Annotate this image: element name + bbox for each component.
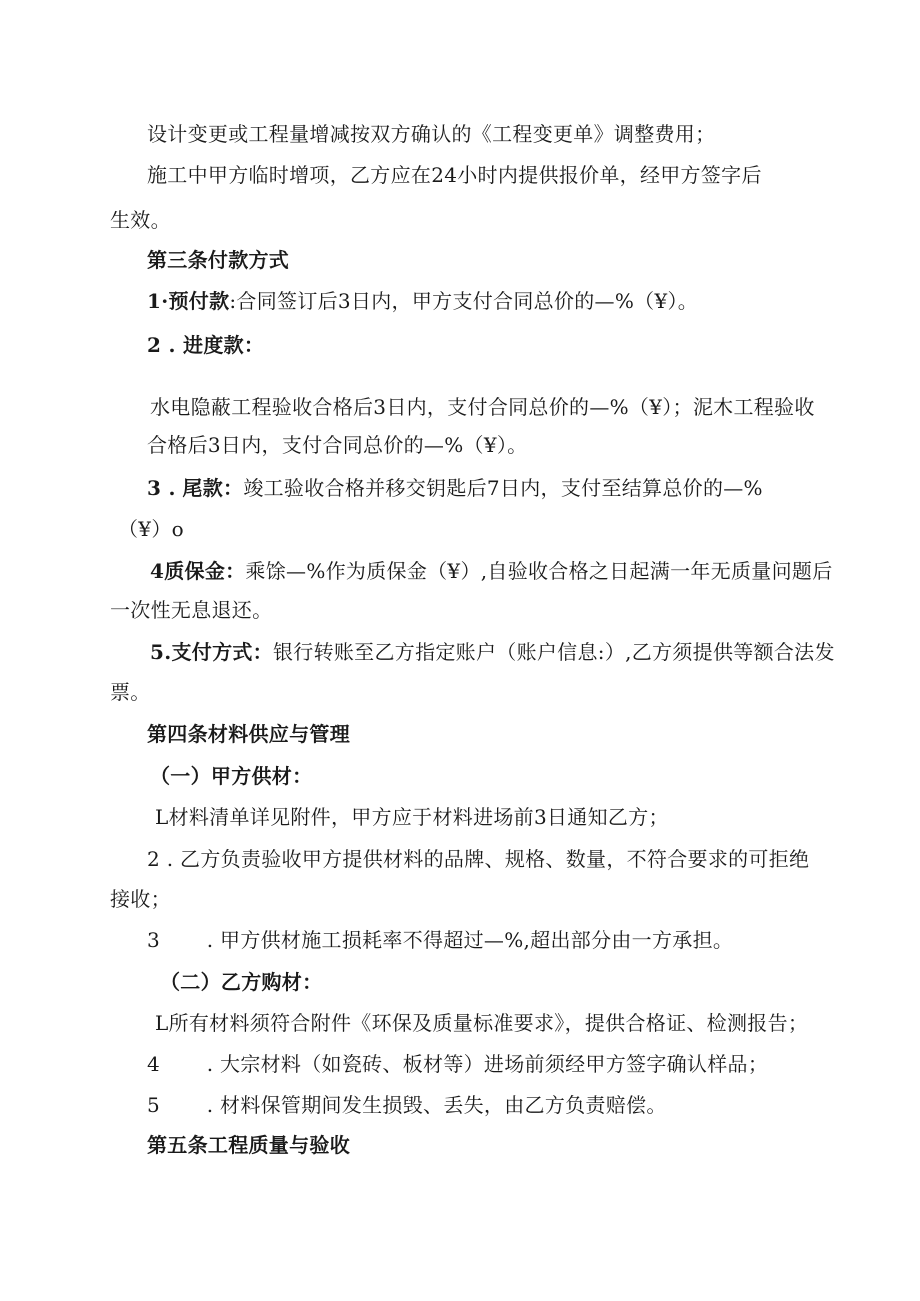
owner-supplied-item-3-text: . 甲方供材施工损耗率不得超过—%,超出部分由一方承担。	[206, 928, 734, 952]
warranty-deposit-label: 4质保金：	[150, 559, 246, 583]
owner-supplied-item-2-text: . 乙方负责验收甲方提供材料的品牌、规格、数量，不符合要求的可拒绝	[166, 847, 810, 871]
article-5-title: 第五条工程质量与验收	[147, 1133, 350, 1157]
progress-payment-heading	[147, 333, 264, 357]
temp-item-continuation: 生效。	[110, 208, 171, 232]
warranty-deposit-clause	[150, 559, 833, 583]
owner-supplied-heading: （一）甲方供材：	[150, 764, 313, 788]
payment-method-text: 银行转账至乙方指定账户（账户信息:）,乙方须提供等额合法发	[272, 640, 835, 664]
contractor-purchased-item-5	[147, 1093, 667, 1117]
progress-payment-text: 水电隐蔽工程验收合格后3日内，支付合同总价的—%（¥）；泥木工程验收	[150, 395, 815, 419]
owner-supplied-item-1: L材料清单详见附件，甲方应于材料进场前3日通知乙方；	[155, 805, 669, 829]
payment-method-continuation: 票。	[110, 680, 151, 704]
contractor-purchased-item-5-text: . 材料保管期间发生损毁、丢失，由乙方负责赔偿。	[206, 1093, 667, 1117]
final-payment-text: 竣工验收合格并移交钥匙后7日内，支付至结算总价的—%	[243, 476, 763, 500]
final-payment-continuation: （¥）o	[118, 517, 184, 541]
owner-supplied-item-2	[147, 847, 809, 871]
progress-payment-continuation: 合格后3日内，支付合同总价的—%（¥）。	[147, 433, 528, 457]
article-3-title: 第三条付款方式	[147, 248, 290, 272]
final-payment-label: 尾款：	[182, 476, 244, 500]
payment-method-label: 5.支付方式：	[150, 640, 273, 664]
final-payment-clause	[147, 476, 763, 500]
progress-payment-number: 2 .	[147, 333, 184, 357]
owner-supplied-item-2-continuation: 接收；	[110, 887, 171, 911]
article-4-title: 第四条材料供应与管理	[147, 722, 350, 746]
warranty-deposit-continuation: 一次性无息退还。	[110, 598, 273, 622]
owner-supplied-item-2-number: 2	[147, 847, 161, 871]
contractor-purchased-heading: （二）乙方购材：	[160, 970, 323, 994]
temp-item-paragraph: 施工中甲方临时增项，乙方应在24小时内提供报价单，经甲方签字后	[147, 163, 762, 187]
change-fee-paragraph: 设计变更或工程量增减按双方确认的《工程变更单》调整费用；	[147, 122, 716, 146]
contractor-purchased-item-4-text: . 大宗材料（如瓷砖、板材等）进场前须经甲方签字确认样品；	[206, 1052, 769, 1076]
contractor-purchased-item-1: L所有材料须符合附件《环保及质量标准要求》，提供合格证、检测报告；	[155, 1011, 809, 1035]
final-payment-number: 3 .	[147, 476, 176, 500]
progress-payment-label: 进度款：	[183, 333, 265, 357]
warranty-deposit-text: 乘馀—%作为质保金（¥）,自验收合格之日起满一年无质量问题后	[245, 559, 833, 583]
contractor-purchased-item-4-number: 4	[147, 1052, 161, 1076]
owner-supplied-item-3	[147, 928, 733, 952]
payment-method-clause	[150, 640, 835, 664]
prepayment-text: :合同签订后3日内，甲方支付合同总价的—%（¥）。	[229, 289, 699, 313]
prepayment-label: 预付款	[168, 289, 230, 313]
prepayment-clause	[147, 289, 698, 313]
prepayment-number: 1·	[147, 289, 169, 313]
contractor-purchased-item-4	[147, 1052, 768, 1076]
owner-supplied-item-3-number: 3	[147, 928, 161, 952]
contractor-purchased-item-5-number: 5	[147, 1093, 161, 1117]
